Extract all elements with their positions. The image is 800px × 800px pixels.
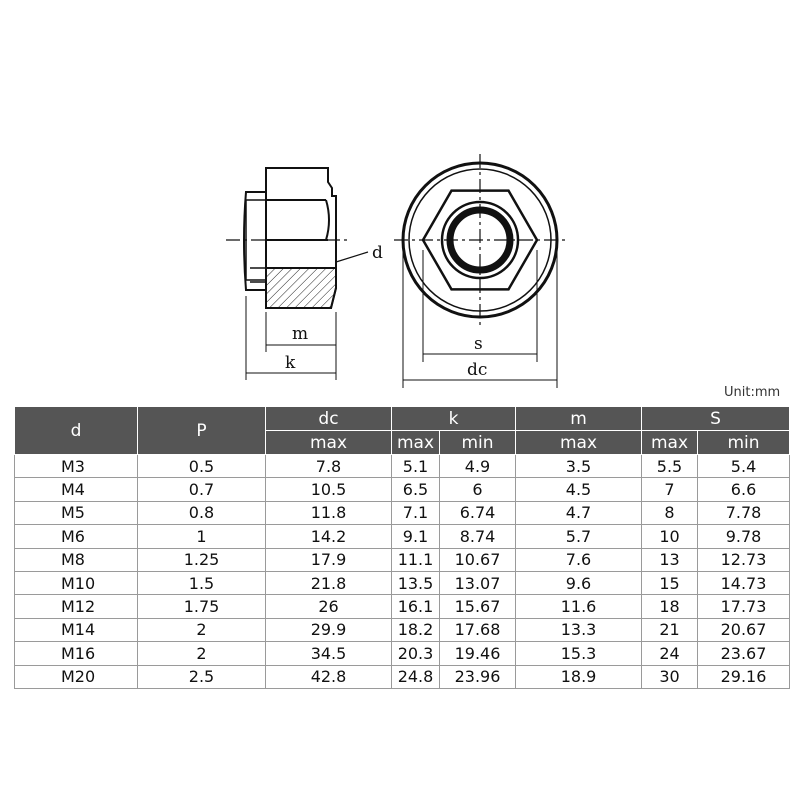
- cell-s-min: 23.67: [698, 642, 790, 665]
- cell-s-max: 5.5: [642, 455, 698, 478]
- header-s-min: min: [698, 431, 790, 455]
- label-k: k: [285, 353, 296, 373]
- header-dc-max: max: [266, 431, 392, 455]
- cell-s-min: 6.6: [698, 478, 790, 501]
- cell-s-max: 18: [642, 595, 698, 618]
- cell-p: 2: [138, 642, 266, 665]
- table-row: [15, 525, 790, 548]
- cell-d: M20: [15, 665, 138, 688]
- header-p: P: [138, 407, 266, 455]
- cell-s-max: 24: [642, 642, 698, 665]
- table-row: [15, 548, 790, 571]
- cell-m-max: 13.3: [516, 618, 642, 641]
- cell-dc-max: 17.9: [266, 548, 392, 571]
- cell-k-max: 20.3: [392, 642, 440, 665]
- cell-s-min: 12.73: [698, 548, 790, 571]
- header-d: d: [15, 407, 138, 455]
- cell-dc-max: 29.9: [266, 618, 392, 641]
- cell-m-max: 7.6: [516, 548, 642, 571]
- cell-k-min: 6: [440, 478, 516, 501]
- cell-s-max: 21: [642, 618, 698, 641]
- table-row: [15, 642, 790, 665]
- cell-s-min: 14.73: [698, 571, 790, 594]
- cell-k-min: 6.74: [440, 501, 516, 524]
- label-d: d: [372, 243, 383, 263]
- cell-p: 1.25: [138, 548, 266, 571]
- cell-p: 0.7: [138, 478, 266, 501]
- cell-dc-max: 10.5: [266, 478, 392, 501]
- cell-p: 1.75: [138, 595, 266, 618]
- cell-m-max: 4.5: [516, 478, 642, 501]
- cell-d: M10: [15, 571, 138, 594]
- cell-d: M14: [15, 618, 138, 641]
- cell-m-max: 9.6: [516, 571, 642, 594]
- cell-dc-max: 34.5: [266, 642, 392, 665]
- cell-k-min: 10.67: [440, 548, 516, 571]
- cell-d: M5: [15, 501, 138, 524]
- cell-m-max: 15.3: [516, 642, 642, 665]
- cell-k-min: 23.96: [440, 665, 516, 688]
- cell-dc-max: 26: [266, 595, 392, 618]
- cell-d: M6: [15, 525, 138, 548]
- side-view: [226, 168, 368, 380]
- cell-m-max: 11.6: [516, 595, 642, 618]
- label-dc: dc: [467, 360, 488, 380]
- cell-s-min: 20.67: [698, 618, 790, 641]
- table-row: [15, 478, 790, 501]
- cell-d: M4: [15, 478, 138, 501]
- cell-p: 2: [138, 618, 266, 641]
- cell-s-min: 7.78: [698, 501, 790, 524]
- cell-d: M3: [15, 455, 138, 478]
- table-row: [15, 595, 790, 618]
- table-row: [15, 571, 790, 594]
- cell-s-max: 7: [642, 478, 698, 501]
- cell-k-max: 13.5: [392, 571, 440, 594]
- header-dc: dc: [266, 407, 392, 431]
- header-s-max: max: [642, 431, 698, 455]
- cell-k-min: 13.07: [440, 571, 516, 594]
- cell-k-min: 8.74: [440, 525, 516, 548]
- cell-dc-max: 11.8: [266, 501, 392, 524]
- cell-s-min: 17.73: [698, 595, 790, 618]
- cell-d: M16: [15, 642, 138, 665]
- dimension-table: [14, 406, 790, 689]
- table-row: [15, 665, 790, 688]
- cell-d: M8: [15, 548, 138, 571]
- cell-p: 1.5: [138, 571, 266, 594]
- cell-k-max: 18.2: [392, 618, 440, 641]
- cell-s-max: 30: [642, 665, 698, 688]
- cell-s-max: 8: [642, 501, 698, 524]
- cell-k-max: 5.1: [392, 455, 440, 478]
- table-row: [15, 455, 790, 478]
- header-k-min: min: [440, 431, 516, 455]
- cell-s-min: 29.16: [698, 665, 790, 688]
- label-m: m: [292, 324, 309, 344]
- cell-d: M12: [15, 595, 138, 618]
- cell-s-max: 15: [642, 571, 698, 594]
- cell-s-min: 9.78: [698, 525, 790, 548]
- cell-m-max: 18.9: [516, 665, 642, 688]
- cell-k-max: 16.1: [392, 595, 440, 618]
- cell-dc-max: 14.2: [266, 525, 392, 548]
- cell-k-max: 9.1: [392, 525, 440, 548]
- table-row: [15, 501, 790, 524]
- cell-m-max: 4.7: [516, 501, 642, 524]
- cell-m-max: 5.7: [516, 525, 642, 548]
- cell-k-max: 7.1: [392, 501, 440, 524]
- cell-p: 1: [138, 525, 266, 548]
- cell-k-min: 19.46: [440, 642, 516, 665]
- cell-p: 0.5: [138, 455, 266, 478]
- cell-p: 2.5: [138, 665, 266, 688]
- cell-k-min: 4.9: [440, 455, 516, 478]
- cell-k-max: 11.1: [392, 548, 440, 571]
- cell-k-max: 6.5: [392, 478, 440, 501]
- header-m: m: [516, 407, 642, 431]
- header-s: S: [642, 407, 790, 431]
- cell-k-max: 24.8: [392, 665, 440, 688]
- cell-s-max: 10: [642, 525, 698, 548]
- cell-p: 0.8: [138, 501, 266, 524]
- unit-note: Unit:mm: [724, 385, 781, 400]
- cell-s-max: 13: [642, 548, 698, 571]
- cell-dc-max: 42.8: [266, 665, 392, 688]
- cell-dc-max: 7.8: [266, 455, 392, 478]
- table-row: [15, 618, 790, 641]
- header-m-max: max: [516, 431, 642, 455]
- cell-k-min: 15.67: [440, 595, 516, 618]
- cell-k-min: 17.68: [440, 618, 516, 641]
- header-k: k: [392, 407, 516, 431]
- header-k-max: max: [392, 431, 440, 455]
- cell-s-min: 5.4: [698, 455, 790, 478]
- cell-m-max: 3.5: [516, 455, 642, 478]
- cell-dc-max: 21.8: [266, 571, 392, 594]
- label-s: s: [474, 334, 483, 354]
